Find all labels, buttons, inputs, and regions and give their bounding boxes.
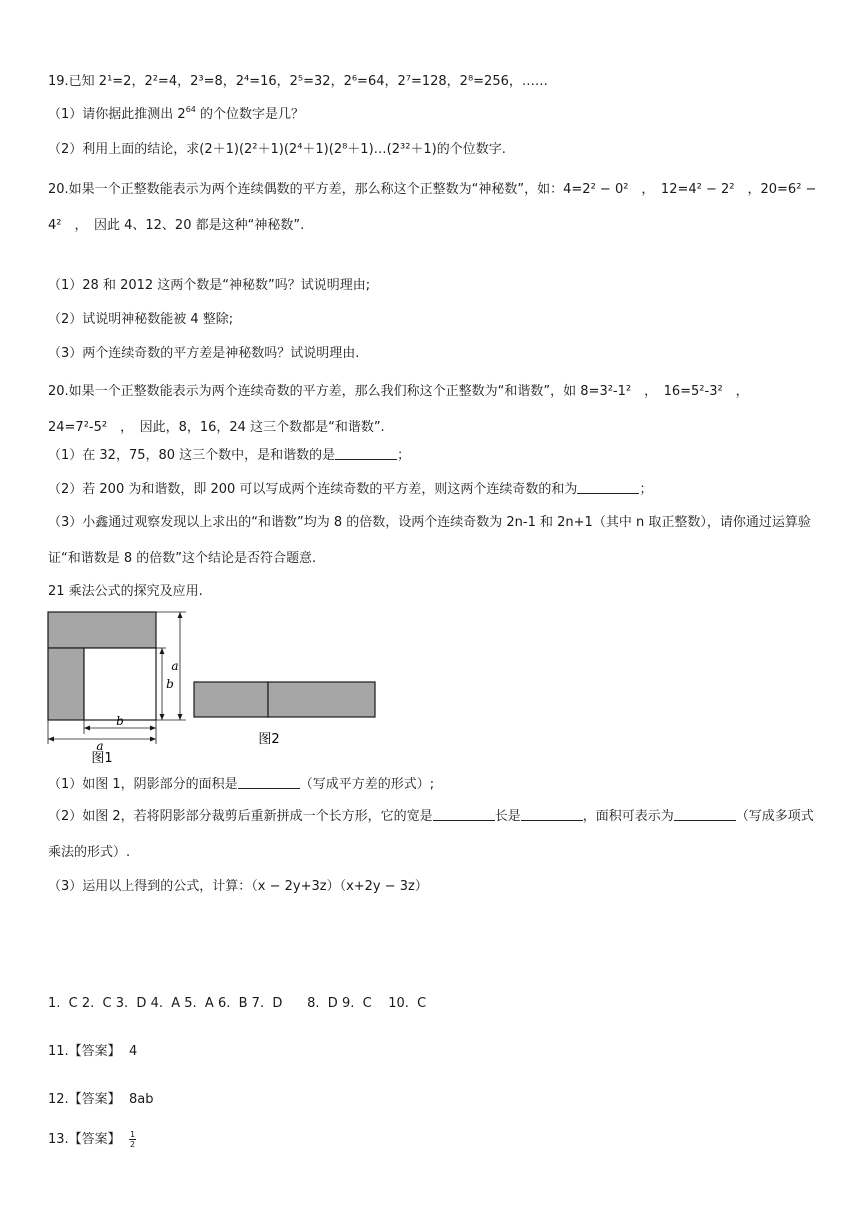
fig1-label-b-side: b <box>166 677 174 691</box>
choice-answers: 1. C 2. C 3. D 4. A 5. A 6. B 7. D 8. D 9. C 10. C <box>48 996 427 1011</box>
q19-intro: 19.已知 2¹=2，2²=4，2³=8，2⁴=16，2⁵=32，2⁶=64，2⁷=128，2⁸=256，…… <box>48 74 548 89</box>
fig1-shaded-top <box>48 612 156 648</box>
fig2-rect-left <box>194 682 268 717</box>
answer-11: 11.【答案】 4 <box>48 1044 138 1059</box>
fig1-label-a-bottom: a <box>96 739 104 753</box>
answer-blank <box>674 808 736 821</box>
fig1-label-b-bottom: b <box>116 714 124 728</box>
fraction: $\frac{1}{2}$ <box>129 1130 136 1149</box>
q21-part3: （3）运用以上得到的公式，计算：（x − 2y+3z）（x+2y − 3z） <box>48 879 428 894</box>
q19-part2: （2）利用上面的结论，求(2＋1)(2²＋1)(2⁴＋1)(2⁸＋1)…(2³²＋1)的个位数字. <box>48 142 506 157</box>
q21-figures <box>40 606 400 766</box>
answer-12: 12.【答案】 8ab <box>48 1092 154 1107</box>
fig1-caption: 图1 <box>91 751 113 766</box>
answer-blank <box>335 447 397 460</box>
q20b-part3: （3）小鑫通过观察发现以上求出的“和谐数”均为 8 的倍数，设两个连续奇数为 2n-1 和 2n+1（其中 n 取正整数），请你通过运算验证“和谐数是 8 的倍数”这个结论是否符合题意. <box>48 515 811 566</box>
fig1-shaded-left <box>48 648 84 720</box>
q21-part2: （2）如图 2，若将阴影部分裁剪后重新拼成一个长方形，它的宽是 长是 ，面积可表示为 （写成多项式乘法的形式）. <box>48 809 814 860</box>
q19-part1: （1）请你据此推测出 $2^{64}$ 的个位数字是几？ <box>48 105 305 122</box>
q20a-part1: （1）28 和 2012 这两个数是“神秘数”吗？试说明理由; <box>48 278 371 293</box>
figure-2 <box>194 682 375 747</box>
answer-blank <box>521 808 583 821</box>
figure-1 <box>48 612 186 766</box>
q20b-text: 20.如果一个正整数能表示为两个连续奇数的平方差，那么我们称这个正整数为“和谐数”，如 8=3²-1² ， 16=5²-3² ，24=7²-5² ， 因此，8，16，24 这三个数都是“和谐数”. <box>48 384 749 435</box>
q21-title: 21 乘法公式的探究及应用. <box>48 584 203 599</box>
answer-blank <box>433 808 495 821</box>
fig1-label-a-side: a <box>171 659 179 673</box>
q20b-part2: （2）若 200 为和谐数，即 200 可以写成两个连续奇数的平方差，则这两个连续奇数的和为 ； <box>48 482 653 497</box>
q20a-text: 20.如果一个正整数能表示为两个连续偶数的平方差，那么称这个正整数为“神秘数”，如：4=2² − 0² ， 12=4² − 2² ，20=6² − 4² ， 因此 4、12、20 都是这种“神秘数”. <box>48 182 817 233</box>
q20b-part1: （1）在 32，75，80 这三个数中，是和谐数的是 ； <box>48 448 411 463</box>
q20a-part2: （2）试说明神秘数能被 4 整除; <box>48 312 234 327</box>
answer-13: 13.【答案】 $\frac{1}{2}$ <box>48 1130 136 1149</box>
fig2-rect-right <box>268 682 375 717</box>
answer-blank <box>577 481 639 494</box>
answer-blank <box>238 776 300 789</box>
q21-part1: （1）如图 1，阴影部分的面积是 （写成平方差的形式）; <box>48 777 435 792</box>
fig1-inner-square <box>84 648 156 720</box>
q20a-part3: （3）两个连续奇数的平方差是神秘数吗？试说明理由. <box>48 346 360 361</box>
fig2-caption: 图2 <box>258 732 280 747</box>
